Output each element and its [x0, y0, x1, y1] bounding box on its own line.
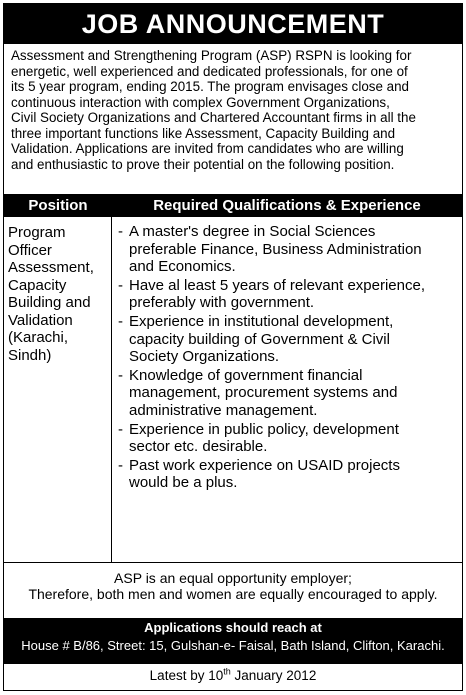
intro-paragraph	[4, 44, 462, 194]
table-row	[4, 217, 462, 563]
qualification-line: management, procurement systems and	[129, 384, 398, 402]
note-line: ASP is an equal opportunity employer;	[114, 570, 352, 586]
qualification-line: sector etc. desirable.	[129, 438, 268, 456]
equal-opportunity-note	[4, 563, 462, 618]
deadline-ordinal: th	[223, 666, 231, 677]
qualification-line: capacity building of Government & Civil	[129, 330, 390, 348]
qualification-line: Knowledge of government financial	[129, 366, 363, 384]
deadline-day: 10	[208, 668, 224, 683]
intro-line: Assessment and Strengthening Program (ASP) RSPN is looking for	[11, 48, 412, 63]
position-column-header: Position	[28, 197, 88, 214]
position-line: Building and	[8, 294, 91, 311]
position-line: Assessment,	[8, 259, 94, 276]
qualification-line: Experience in public policy, development	[129, 420, 399, 438]
deadline	[4, 664, 462, 688]
qualification-line: A master's degree in Social Sciences	[129, 223, 376, 240]
dash-bullet: -	[118, 420, 123, 438]
qualification-line: preferably with government.	[129, 294, 315, 312]
dash-bullet: -	[118, 366, 123, 384]
position-line: Officer	[8, 241, 52, 259]
intro-line: three important functions like Assessment, Capacity Building and	[11, 125, 396, 141]
position-line: Program	[8, 224, 66, 241]
list-item	[118, 277, 458, 312]
dash-bullet: -	[118, 456, 123, 474]
intro-line: its 5 year program, ending 2015. The program envisages close and	[11, 79, 409, 94]
dash-bullet: -	[118, 276, 123, 294]
list-item	[118, 223, 458, 276]
qualification-line: would be a plus.	[129, 474, 238, 492]
qualification-line: preferable Finance, Business Administration	[129, 240, 422, 258]
deadline-month-year: January 2012	[230, 668, 317, 683]
list-item	[118, 457, 458, 492]
position-line: Capacity	[8, 276, 67, 294]
position-line: Validation	[8, 311, 73, 329]
intro-line: energetic, well experienced and dedicated professionals, for one of	[11, 63, 408, 79]
list-item	[118, 367, 458, 420]
qualification-line: Have al least 5 years of relevant experience,	[129, 276, 425, 294]
job-advertisement	[3, 3, 463, 691]
position-line: Sindh)	[8, 346, 52, 364]
position-line: (Karachi,	[8, 329, 69, 346]
deadline-prefix: Latest by	[149, 668, 209, 683]
application-address-block	[4, 618, 462, 664]
qualifications-column-header: Required Qualifications & Experience	[153, 197, 421, 214]
qualification-line: Past work experience on USAID projects	[129, 456, 400, 474]
apply-heading: Applications should reach at	[144, 620, 322, 635]
apply-address: House # B/86, Street: 15, Gulshan-e- Faisal, Bath Island, Clifton, Karachi.	[21, 638, 445, 653]
list-item	[118, 313, 458, 366]
qualification-line: Experience in institutional development,	[129, 312, 394, 330]
qualification-line: Society Organizations.	[129, 348, 280, 366]
list-item	[118, 421, 458, 456]
qualification-line: administrative management.	[129, 401, 318, 419]
dash-bullet: -	[118, 312, 123, 330]
intro-line: and enthusiastic to prove their potential on the following position.	[11, 156, 395, 172]
dash-bullet: -	[118, 223, 123, 240]
note-line: Therefore, both men and women are equally encouraged to apply.	[28, 586, 438, 602]
intro-line: continuous interaction with complex Government Organizations,	[11, 94, 390, 110]
qualification-line: and Economics.	[129, 258, 236, 276]
table-header	[4, 194, 462, 217]
position-title	[4, 217, 112, 562]
intro-line: Civil Society Organizations and Chartered Accountant firms in all the	[11, 110, 416, 125]
intro-line: Validation. Applications are invited from candidates who are willing	[11, 141, 404, 156]
announcement-title: JOB ANNOUNCEMENT	[4, 4, 462, 44]
qualifications-list	[112, 217, 462, 562]
